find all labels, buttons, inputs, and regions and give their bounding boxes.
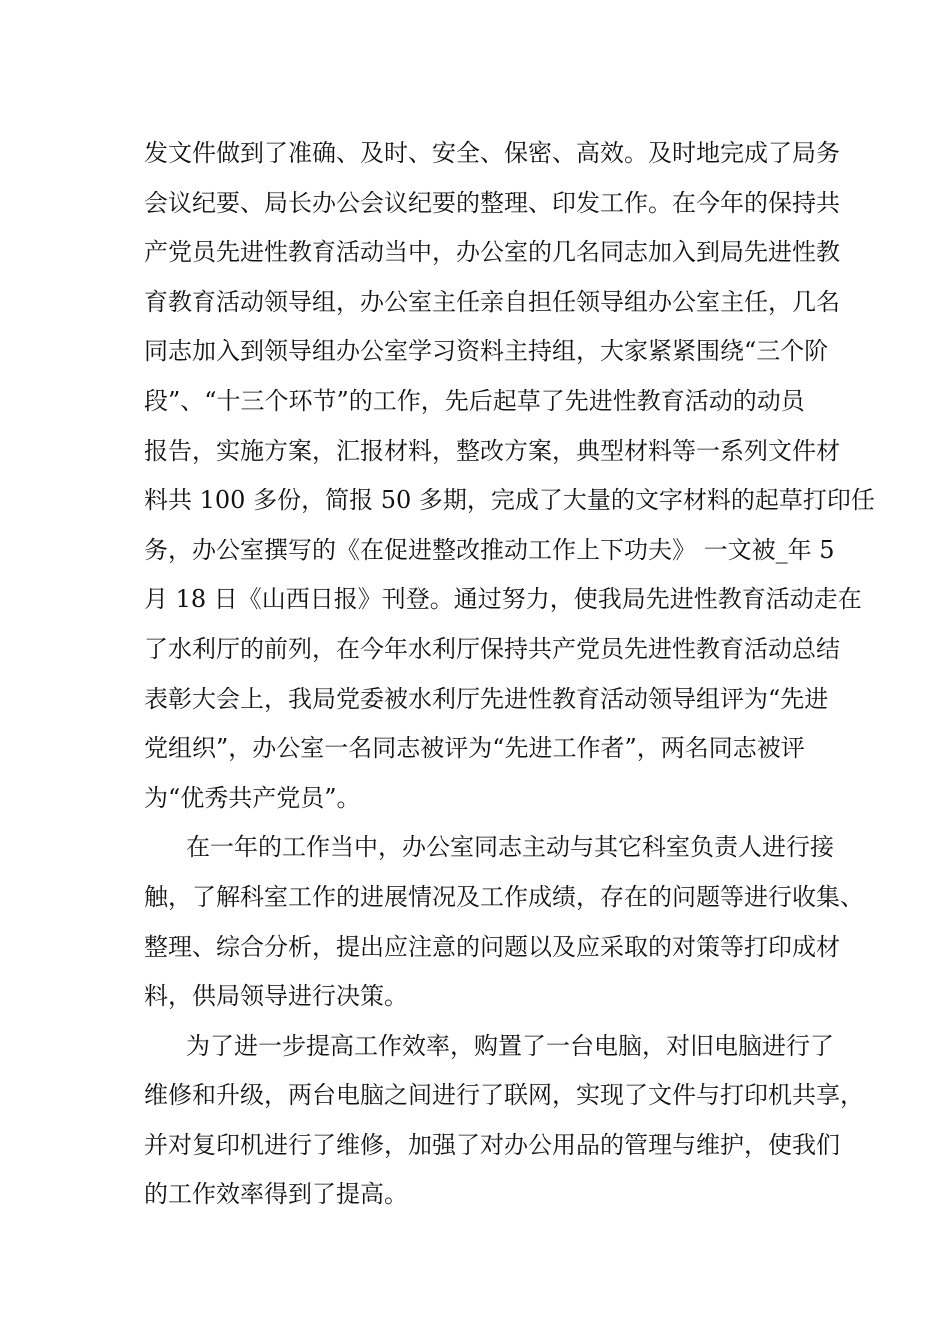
paragraph-line: 党组织”，办公室一名同志被评为“先进工作者”，两名同志被评 xyxy=(144,734,805,763)
document-body xyxy=(144,129,875,1220)
paragraph-line: 育教育活动领导组，办公室主任亲自担任领导组办公室主任，几名 xyxy=(144,287,840,316)
paragraph-line: 了水利厅的前列，在今年水利厅保持共产党员先进性教育活动总结 xyxy=(144,634,840,663)
paragraph-line: 料，供局领导进行决策。 xyxy=(144,982,408,1011)
paragraph-3 xyxy=(144,1022,864,1220)
paragraph-line: 同志加入到领导组办公室学习资料主持组，大家紧紧围绕“三个阶 xyxy=(144,337,829,366)
paragraph-line: 为“优秀共产党员”。 xyxy=(144,783,361,812)
paragraph-line: 会议纪要、局长办公会议纪要的整理、印发工作。在今年的保持共 xyxy=(144,188,840,217)
paragraph-1 xyxy=(144,129,875,823)
paragraph-line: 维修和升级，两台电脑之间进行了联网，实现了文件与打印机共享， xyxy=(144,1081,864,1110)
paragraph-2 xyxy=(144,823,864,1021)
paragraph-line: 料共 100 多份，简报 50 多期，完成了大量的文字材料的起草打印任 xyxy=(144,486,875,515)
paragraph-line: 表彰大会上，我局党委被水利厅先进性教育活动领导组评为“先进 xyxy=(144,684,829,713)
paragraph-line: 产党员先进性教育活动当中，办公室的几名同志加入到局先进性教 xyxy=(144,238,840,267)
paragraph-line: 为了进一步提高工作效率，购置了一台电脑，对旧电脑进行了 xyxy=(186,1031,834,1060)
paragraph-line: 的工作效率得到了提高。 xyxy=(144,1180,408,1209)
paragraph-line: 触，了解科室工作的进展情况及工作成绩，存在的问题等进行收集、 xyxy=(144,882,864,911)
paragraph-line: 段”、“十三个环节”的工作，先后起草了先进性教育活动的动员 xyxy=(144,386,805,415)
paragraph-line: 报告，实施方案，汇报材料，整改方案，典型材料等一系列文件材 xyxy=(144,436,840,465)
paragraph-line: 务，办公室撰写的《在促进整改推动工作上下功夫》 一文被_年 5 xyxy=(144,535,835,564)
paragraph-line: 发文件做到了准确、及时、安全、保密、高效。及时地完成了局务 xyxy=(144,139,840,167)
paragraph-line: 并对复印机进行了维修，加强了对办公用品的管理与维护，使我们 xyxy=(144,1130,840,1159)
paragraph-line: 月 18 日《山西日报》刊登。通过努力，使我局先进性教育活动走在 xyxy=(144,585,862,614)
paragraph-line: 在一年的工作当中，办公室同志主动与其它科室负责人进行接 xyxy=(186,833,834,862)
paragraph-line: 整理、综合分析，提出应注意的问题以及应采取的对策等打印成材 xyxy=(144,932,840,961)
